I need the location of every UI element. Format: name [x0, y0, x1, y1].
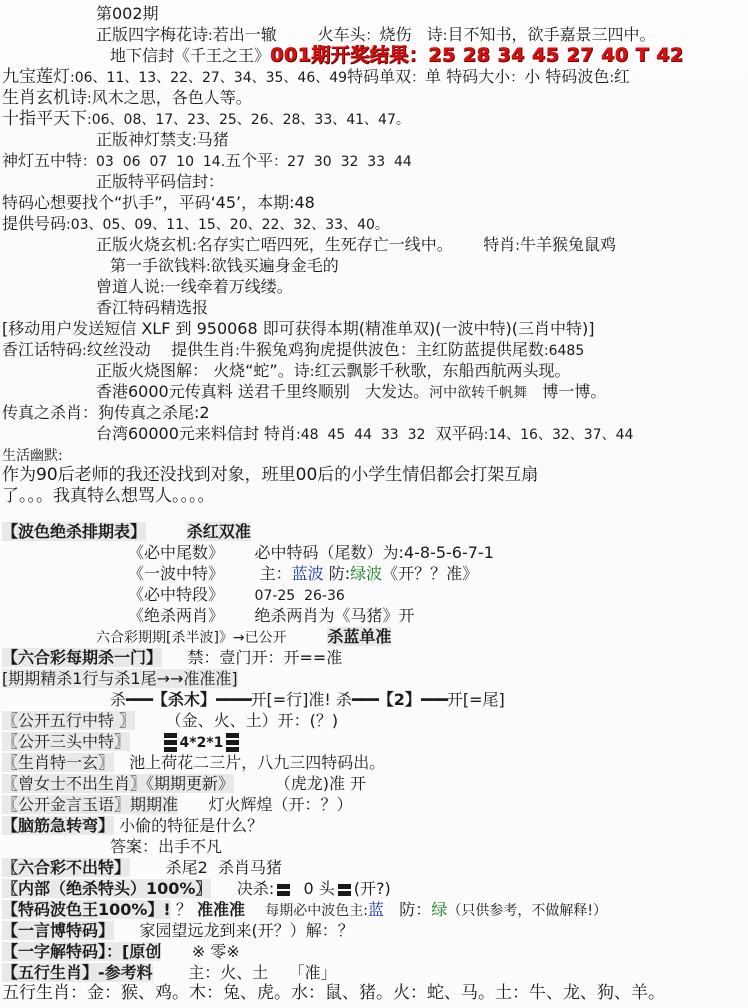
- xj-special-label: 香江话特码: [2, 340, 83, 359]
- trigram-left-icon: [164, 731, 177, 754]
- fire-poem-value: 红云飘影千秋歌，东船西航两头现。: [314, 361, 571, 380]
- kill-sep-3: ━━━: [351, 690, 378, 709]
- lamp-five-value: 03 06 07 10 14.: [96, 154, 226, 170]
- hk-fax-extra: 大发达。: [365, 382, 430, 401]
- wuxing-label: 〖公开五行中特 〗: [2, 711, 136, 730]
- ten-finger-label: 十指平天下: [2, 109, 87, 129]
- fire-chart-label: 正版火烧图解：: [96, 361, 209, 380]
- first-hand-label: 第一手欲钱料: [110, 256, 207, 275]
- sp10: [425, 424, 435, 443]
- provide-number-line: [0, 213, 748, 234]
- humor-line-1: [0, 465, 748, 486]
- jiubao-line: [0, 66, 748, 87]
- hk-fax-value: 送君千里终顺别: [237, 382, 350, 401]
- lamp-ban-label: 正版神灯禁支: [96, 130, 193, 149]
- provide-value: 03、05、09、11、15、20、22、32、33、40。: [70, 217, 389, 233]
- plum-poem-colon: :: [208, 28, 213, 44]
- schedule-value-0: 必中特码（尾数）为:4-8-5-6-7-1: [254, 543, 494, 562]
- plum-poem-label: 正版四字梅花诗: [96, 25, 209, 44]
- kill-mid-1: 【杀木】: [151, 690, 216, 709]
- sp11: [146, 522, 187, 541]
- result-banner: 001期开奖结果：25 28 34 45 27 40 T 42: [270, 44, 684, 66]
- provide-wave-label: 提供波色：: [335, 340, 416, 359]
- zodiac-poem-line: [0, 87, 748, 108]
- sp17: [162, 648, 187, 667]
- precise-text: [期期精杀1行与杀1尾→→准准准]: [2, 669, 238, 688]
- double-flat-label: 双平码: [435, 424, 484, 443]
- kill-mid-4: 【2】: [377, 690, 421, 709]
- wave-king-label: 【特码波色王100%】!: [2, 900, 171, 919]
- colon3: ：: [510, 70, 525, 86]
- kill-mid-5: 开[=尾]: [446, 690, 505, 709]
- no-special-kill-zodiac: 杀肖马猪: [217, 858, 282, 877]
- double-flat-value: 14、16、32、37、44: [488, 427, 634, 443]
- colon12: :: [515, 238, 520, 254]
- zeng-lady-value: （虎龙)准 开: [274, 774, 367, 793]
- golden-words-line: [0, 794, 748, 815]
- golden-value: 灯火辉煌（开：？）: [208, 795, 353, 814]
- train-head-value: 烧伤: [379, 25, 412, 44]
- schedule-title: 【波色绝杀排期表】: [2, 522, 147, 541]
- schedule-label-3: 《绝杀两肖》: [128, 606, 225, 625]
- wave-king-line: [0, 899, 748, 920]
- zodiac-xuan-label: 〖生肖特一玄〗: [2, 753, 115, 772]
- colon17: :: [543, 343, 549, 359]
- hk-fax-extra3: 博一博。: [542, 382, 607, 401]
- wave-main-blue: 蓝波: [291, 564, 324, 583]
- xj-special-value: 纹丝没动: [86, 340, 151, 359]
- colon11: :: [192, 238, 197, 254]
- schedule-label-1: 《一波中特》: [128, 564, 225, 583]
- xiangjiang-title: 香江特码精选报: [96, 298, 209, 317]
- lamp-five-line: [0, 150, 748, 171]
- humor-line-2: [0, 486, 748, 507]
- kill-row-line: [0, 689, 748, 710]
- colon2: ：: [411, 70, 426, 86]
- fire-value: 名存实亡唔四死，生死存亡一线中。: [196, 235, 453, 254]
- jiubao-value: 06、11、13、22、27、34、35、46、49: [74, 70, 348, 86]
- sp34: [114, 921, 139, 940]
- odd-even-label: 特码单双: [347, 67, 412, 86]
- colon8: ：: [82, 154, 97, 170]
- zengdaoren-label: 曾道人说: [96, 277, 161, 296]
- sp7: [350, 382, 365, 401]
- poem-label: 诗: [426, 25, 443, 44]
- humor-title: 生活幽默:: [2, 448, 63, 464]
- wuxing-ref-label: 【五行生肖】-参考料: [2, 963, 153, 982]
- kill-sep-4: ━━━: [420, 690, 447, 709]
- provide-wave-value: 主红防蓝: [415, 340, 480, 359]
- sp32: [245, 900, 265, 919]
- bet-value: 家园望远龙到来(开？）解：？: [139, 921, 354, 940]
- size-label: 特码大小: [446, 67, 511, 86]
- zeng-lady-line: [0, 773, 748, 794]
- heart-text: 特码心想要找个“扒手”，平码‘45’，本期:48: [2, 193, 315, 212]
- xiangjiang-title-line: [0, 297, 748, 318]
- inner-value-num: 0: [303, 879, 314, 898]
- sp33: [384, 900, 399, 919]
- schedule-subtitle: 杀红双准: [186, 522, 251, 541]
- bet-line: [0, 920, 748, 941]
- envelope-label: 地下信封《千王之王》: [110, 46, 271, 65]
- wuxing-public-line: [0, 710, 748, 731]
- riddle-line: [0, 815, 748, 836]
- schedule-footer-value: 杀蓝单准: [327, 627, 392, 646]
- hk-fax-label: 香港6000元传真料: [96, 382, 233, 401]
- sp13: [224, 564, 260, 583]
- envelope-line: [0, 45, 748, 66]
- zeng-lady-label: 〖曾女士不出生肖〗《期期更新》: [2, 774, 235, 793]
- explain-label: 【一字解特码】：[原创: [2, 942, 162, 961]
- tw-fax-line: [0, 423, 748, 444]
- sp15: [224, 606, 255, 625]
- lamp-ban-line: [0, 129, 748, 150]
- golden-label: 〖公开金言玉语〗期期准: [2, 795, 179, 814]
- schedule-row-killtwo: [0, 605, 748, 626]
- plum-poem-value: 若出一辙: [212, 25, 277, 44]
- sp28: [293, 879, 303, 898]
- wave-king-main: 蓝: [368, 900, 385, 919]
- wave-def-green: 绿波: [350, 564, 383, 583]
- xj-special-line: [0, 339, 748, 360]
- ten-finger-line: [0, 108, 748, 129]
- riddle-answer-value: 出手不凡: [158, 837, 223, 856]
- fire-chart-line: [0, 360, 748, 381]
- first-hand-value: 欲钱买遍身金毛的: [210, 256, 339, 275]
- plum-poem-line: [0, 24, 748, 45]
- train-head-label: 火车头: [317, 25, 366, 44]
- precise-line: [0, 668, 748, 689]
- humor-text-1: 作为90后老师的我还没找到对象，班里00后的小学生情侣都会打架互扇: [2, 465, 539, 485]
- issue-number-line: [0, 4, 748, 24]
- poem-value: 目不知书，欲手嘉景三四中。: [447, 25, 656, 44]
- inner-value-pre: 决杀:: [236, 879, 275, 898]
- kill-sep-2: ━━━━: [215, 690, 251, 709]
- first-hand-line: [0, 255, 748, 276]
- wuxing-ref-tag: 「准」: [288, 963, 337, 982]
- riddle-answer-label: 答案：: [110, 837, 159, 856]
- issue-number: 第002期: [96, 4, 159, 23]
- sp26: [208, 858, 218, 877]
- wave-king-note: （只供参考，不做解释!）: [447, 903, 607, 919]
- kill-mid-3: 杀: [335, 690, 352, 709]
- provide-tail-value: 6485: [548, 343, 585, 359]
- kill-mid-2: 开[=行]准!: [250, 690, 331, 709]
- sp16: [287, 627, 328, 646]
- fire-chart-value: 火烧“蛇”。: [213, 361, 294, 380]
- hk-fax-extra2: 河中欲转千帆舞: [429, 385, 528, 401]
- humor-title-line: [0, 444, 748, 465]
- spacer2: [411, 25, 426, 44]
- colon15: :: [82, 343, 87, 359]
- zengdaoren-value: 一线牵着万线缕。: [164, 277, 293, 296]
- train-head-colon: ：: [365, 28, 380, 44]
- bet-label: 【一言博特码】: [2, 921, 115, 940]
- wuxing-ref-value: 火、土: [220, 963, 269, 982]
- sp20: [130, 732, 161, 751]
- tw-special-value: 48 45 44 33 32: [300, 427, 426, 443]
- zodiac-xuan-line: [0, 752, 748, 773]
- sp4: [151, 340, 171, 359]
- wave-king-q: ？: [175, 900, 192, 919]
- schedule-row-tail: [0, 542, 748, 563]
- fax-kill-line: [0, 402, 748, 423]
- kill-sep-1: ━━━: [126, 690, 152, 709]
- sp22: [234, 774, 275, 793]
- zodiac-xuan-value: 池上荷花二三片，八九三四特码出。: [129, 753, 386, 772]
- zodiac-poem-label: 生肖玄机诗: [2, 88, 87, 108]
- spacer-block-1: [0, 507, 748, 521]
- sp12: [224, 543, 255, 562]
- inner-trigram-left-icon: [277, 882, 290, 898]
- inner-line: [0, 878, 748, 899]
- colon20: :: [483, 427, 489, 443]
- wave-value-pre: 主：: [259, 564, 292, 583]
- zengdaoren-line: [0, 276, 748, 297]
- colon5: :: [87, 91, 92, 107]
- humor-text-2: 了。。。我真特么想骂人。。。。: [2, 486, 215, 506]
- schedule-label-2: 《必中特段》: [128, 585, 225, 604]
- special-zodiac-label: 特肖: [483, 235, 516, 254]
- sp25: [130, 858, 166, 877]
- gate-title: 【六合彩每期杀一门】: [2, 648, 163, 667]
- footer-wuxing-text: 五行生肖：金：猴、鸡。木：兔、虎。水：鼠、猪。火：蛇、马。土：牛、龙、狗、羊。: [2, 983, 665, 1003]
- sp23: [178, 795, 209, 814]
- colon19: :: [296, 427, 301, 443]
- sp3: [453, 235, 484, 254]
- riddle-title: 【脑筋急转弯】: [2, 816, 115, 835]
- wave-king-def: 绿: [431, 900, 448, 919]
- no-special-label: 〖六合彩不出特】: [2, 858, 131, 877]
- schedule-value-2: 07-25 26-36: [254, 588, 345, 604]
- five-flat-label: 五个平: [225, 151, 274, 170]
- no-special-kill-tail: 杀尾2: [165, 858, 208, 877]
- footer-wuxing-line: [0, 983, 748, 1004]
- odd-even-value: 单: [425, 67, 442, 86]
- five-flat-value: 27 30 32 33 44: [287, 154, 412, 170]
- tw-fax-label: 台湾60000元来料信封: [96, 424, 259, 443]
- three-head-line: [0, 731, 748, 752]
- sp36: [153, 963, 189, 982]
- provide-tail-label: 提供尾数: [479, 340, 544, 359]
- colon9: ：: [273, 154, 288, 170]
- schedule-label-0: 《必中尾数》: [128, 543, 225, 562]
- inner-value-post: (开?): [353, 879, 391, 898]
- no-special-line: [0, 857, 748, 878]
- flat-envelope-line: [0, 171, 748, 192]
- fire-poem-label: 诗: [293, 361, 310, 380]
- sp8: [527, 382, 542, 401]
- sp21: [114, 753, 129, 772]
- wave-value: 红: [614, 67, 631, 86]
- special-zodiac-value: 牛羊猴兔鼠鸡: [520, 235, 617, 254]
- schedule-row-wave: [0, 563, 748, 584]
- sp14: [224, 585, 255, 604]
- wuxing-value: （金、火、土）开：(？): [165, 711, 339, 730]
- colon7: :: [192, 133, 197, 149]
- wave-label: 特码波色: [545, 67, 610, 86]
- wave-king-desc: 每期必中波色主:: [265, 903, 369, 919]
- wuxing-zodiac-ref-line: [0, 962, 748, 983]
- fire-mystery-line: [0, 234, 748, 255]
- sp27: [211, 879, 236, 898]
- wave-king-accurate: 准准准: [196, 900, 245, 919]
- schedule-title-line: [0, 521, 748, 542]
- provide-zodiac-value: 牛猴兔鸡狗虎: [239, 340, 336, 359]
- trigram-right-icon: [226, 731, 239, 754]
- colon16: :: [235, 343, 240, 359]
- hk-fax-line: [0, 381, 748, 402]
- colon13: :: [206, 259, 211, 275]
- sms-note: [移动用户发送短信 XLF 到 950068 即可获得本期(精准单双)(一波中特)(三肖中特)]: [2, 319, 595, 338]
- lamp-five-label: 神灯五中特: [2, 151, 83, 170]
- wuxing-ref-pre: 主：: [188, 963, 221, 982]
- riddle-answer-line: [0, 836, 748, 857]
- schedule-footer-label: 六合彩期期[杀半波]》→已公开: [96, 630, 287, 646]
- sp19: [135, 711, 166, 730]
- sp35: [161, 942, 192, 961]
- wave-value-mid: 防:: [323, 564, 351, 583]
- fax-kill-text: 传真之杀肖：狗传真之杀尾:2: [2, 403, 210, 422]
- riddle-question: 小偷的特征是什么？: [119, 816, 264, 835]
- heart-line: [0, 192, 748, 213]
- inner-label: 〖内部（绝杀特头）100%〗: [2, 879, 212, 898]
- jiubao-label: 九宝莲灯: [2, 67, 70, 87]
- explain-line: [0, 941, 748, 962]
- provide-zodiac-label: 提供生肖: [171, 340, 236, 359]
- colon: :: [70, 70, 75, 86]
- schedule-value-3: 绝杀两肖为《马猪》开: [254, 606, 415, 625]
- provide-label: 提供号码: [2, 214, 67, 233]
- colon14: :: [160, 280, 165, 296]
- colon4: :: [609, 70, 615, 86]
- colon10: :: [66, 217, 71, 233]
- wave-king-def-label: 防：: [399, 900, 432, 919]
- three-head-value: 4*2*1: [179, 735, 224, 751]
- lamp-ban-value: 马猪: [196, 130, 229, 149]
- colon18: :: [309, 364, 315, 380]
- colon6: :: [87, 112, 92, 128]
- tw-special-label: 特肖: [264, 424, 297, 443]
- poem-colon: :: [442, 28, 448, 44]
- inner-value-mid: 头: [318, 879, 335, 898]
- gate-line: [0, 647, 748, 668]
- spacer: [277, 25, 318, 44]
- ten-finger-value: 06、08、17、23、25、26、28、33、41、47。: [91, 112, 410, 128]
- schedule-row-segment: [0, 584, 748, 605]
- fire-label: 正版火烧玄机: [96, 235, 193, 254]
- sms-note-line: [0, 318, 748, 339]
- sp37: [268, 963, 288, 982]
- zodiac-poem-value: 风木之思，各色人等。: [91, 88, 252, 107]
- schedule-footer-line: [0, 626, 748, 647]
- size-value: 小: [524, 67, 541, 86]
- kill-pre: 杀: [110, 690, 127, 709]
- inner-trigram-right-icon: [338, 882, 351, 898]
- wave-value-post: 《开？？准》: [382, 564, 479, 583]
- explain-value: ※ 零※: [191, 942, 240, 961]
- three-head-label: 〖公开三头中特〗: [2, 732, 131, 751]
- flat-envelope-label: 正版特平码信封：: [96, 172, 225, 191]
- gate-value: 禁：壹门开：开==准: [187, 648, 343, 667]
